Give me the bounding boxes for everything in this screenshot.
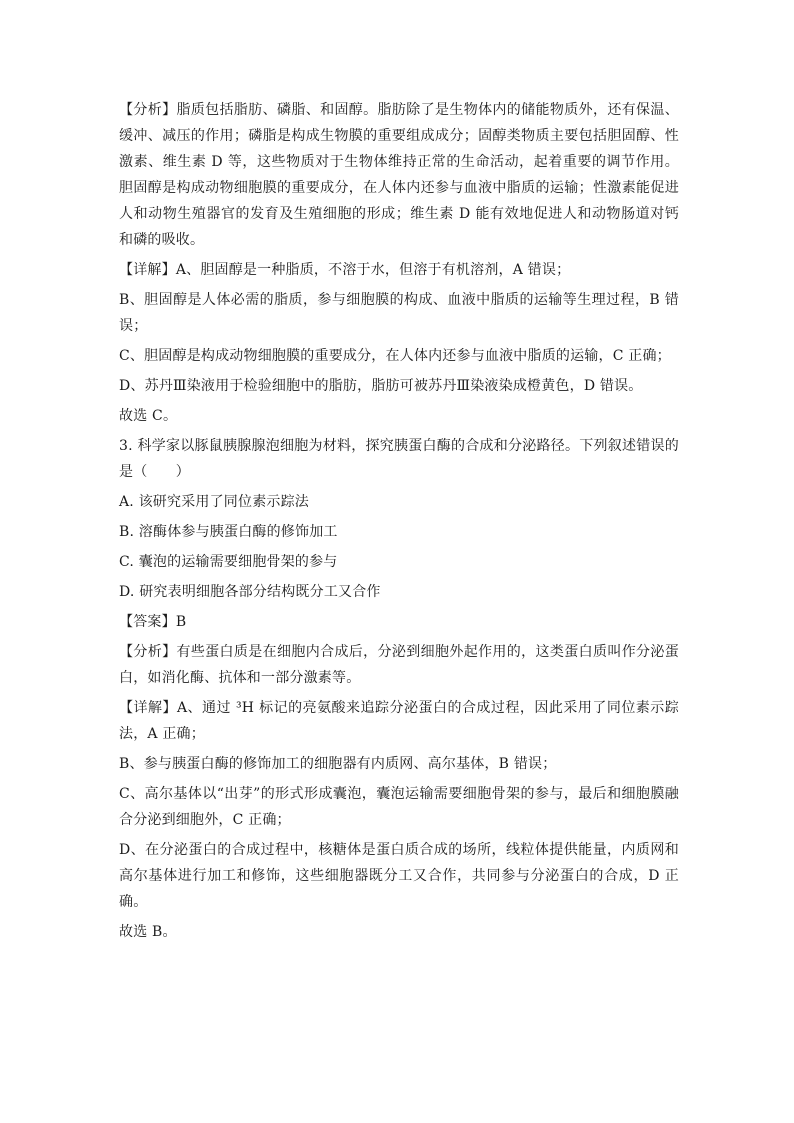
detail-paragraph-q3-c: C、高尔基体以“出芽”的形式形成囊泡，囊泡运输需要细胞骨架的参与，最后和细胞膜融合分泌到细胞外，C 正确； bbox=[119, 786, 679, 828]
detail-paragraph-d: D、苏丹Ⅲ染液用于检验细胞中的脂肪，脂肪可被苏丹Ⅲ染液染成橙黄色，D 错误。 bbox=[119, 378, 643, 394]
detail-text-q3-a: A、通过 ³H 标记的亮氨酸来追踪分泌蛋白的合成过程，因此采用了同位素示踪法，A 正确； bbox=[119, 700, 679, 742]
detail-paragraph-q3-d: D、在分泌蛋白的合成过程中，核糖体是蛋白质合成的场所，线粒体提供能量，内质网和高尔基体进行加工和修饰，这些细胞器既分工又合作，共同参与分泌蛋白的合成，D 正确。 bbox=[119, 842, 679, 910]
conclusion: 故选 C。 bbox=[119, 408, 178, 424]
answer-value: B bbox=[175, 614, 187, 630]
analysis-text: 脂质包括脂肪、磷脂、和固醇。脂肪除了是生物体内的储能物质外，还有保温、缓冲、减压的作用；磷脂是构成生物膜的重要组成成分；固醇类物质主要包括胆固醇、性激素、维生素 D 等，这些物质对于生物体维持正常的生命活动，起着重要的调节作用。胆固醇是构成动物细胞膜的重要成分，在人体内还参与血液中脂质的运输；性激素能促进人和动物生殖器官的发育及生殖细胞的形成；维生素 D 能有效地促进人和动物肠道对钙和磷的吸收。 bbox=[119, 102, 679, 248]
option-c: C. 囊泡的运输需要细胞骨架的参与 bbox=[119, 554, 338, 570]
analysis-text-q3: 有些蛋白质是在细胞内合成后，分泌到细胞外起作用的，这类蛋白质叫作分泌蛋白，如消化酶、抗体和一部分激素等。 bbox=[119, 644, 679, 686]
analysis-paragraph-q3 bbox=[119, 639, 679, 691]
analysis-tag-q3: 【分析】 bbox=[119, 644, 177, 660]
document-content bbox=[119, 97, 679, 945]
detail-text-a: A、胆固醇是一种脂质，不溶于水，但溶于有机溶剂，A 错误； bbox=[175, 262, 571, 278]
detail-paragraph-q3-a bbox=[119, 695, 679, 747]
option-d: D. 研究表明细胞各部分结构既分工又合作 bbox=[119, 584, 381, 600]
answer-paragraph bbox=[119, 609, 679, 635]
answer-tag: 【答案】 bbox=[119, 614, 176, 630]
detail-tag-q3: 【详解】 bbox=[119, 700, 177, 716]
analysis-paragraph bbox=[119, 97, 679, 253]
option-a: A. 该研究采用了同位素示踪法 bbox=[119, 494, 310, 510]
question-stem: 3. 科学家以豚鼠胰腺腺泡细胞为材料，探究胰蛋白酶的合成和分泌路径。下列叙述错误的是（ ） bbox=[119, 438, 679, 480]
detail-paragraph-a bbox=[119, 257, 679, 283]
detail-paragraph-q3-b: B、参与胰蛋白酶的修饰加工的细胞器有内质网、高尔基体，B 错误； bbox=[119, 756, 557, 772]
analysis-tag: 【分析】 bbox=[119, 102, 177, 118]
conclusion-q3: 故选 B。 bbox=[119, 924, 177, 940]
detail-tag: 【详解】 bbox=[119, 262, 176, 278]
detail-paragraph-c: C、胆固醇是构成动物细胞膜的重要成分，在人体内还参与血液中脂质的运输，C 正确； bbox=[119, 348, 671, 364]
option-b: B. 溶酶体参与胰蛋白酶的修饰加工 bbox=[119, 524, 338, 540]
detail-paragraph-b: B、胆固醇是人体必需的脂质，参与细胞膜的构成、血液中脂质的运输等生理过程，B 错误； bbox=[119, 292, 679, 334]
